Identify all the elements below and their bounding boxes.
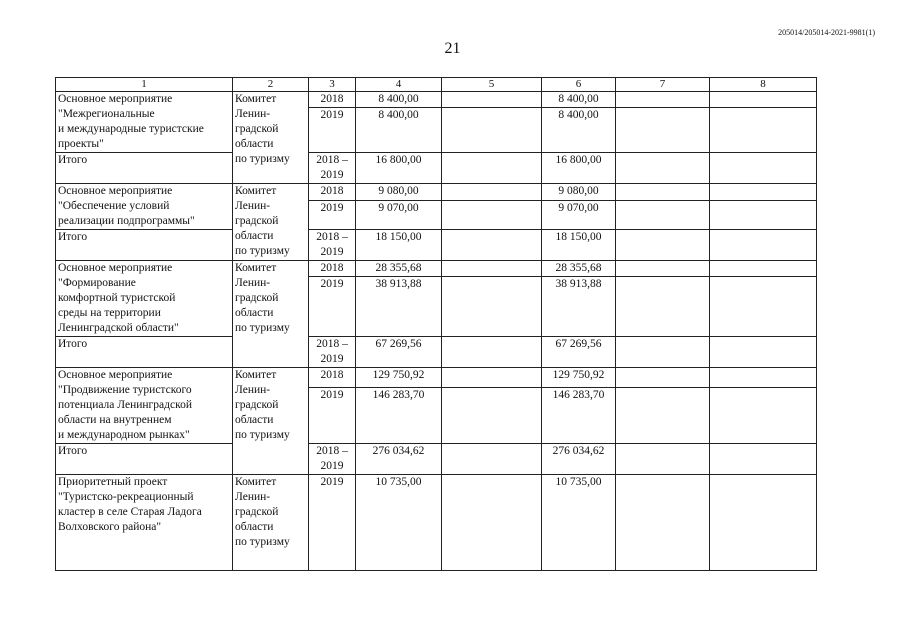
column-header: 5 xyxy=(442,78,542,92)
col7-cell xyxy=(616,388,710,444)
year-cell: 2019 xyxy=(309,475,356,571)
year-cell: 2018 – 2019 xyxy=(309,153,356,184)
total-cell: 146 283,70 xyxy=(356,388,442,444)
col7-cell xyxy=(616,261,710,277)
total-cell: 276 034,62 xyxy=(356,444,442,475)
col6-cell: 18 150,00 xyxy=(542,230,616,261)
col7-cell xyxy=(616,337,710,368)
executor-cell: Комитет Ленин- градской области по туризму xyxy=(233,368,309,475)
col8-cell xyxy=(710,368,817,388)
col8-cell xyxy=(710,184,817,201)
total-cell: 8 400,00 xyxy=(356,108,442,153)
col7-cell xyxy=(616,475,710,571)
total-cell: 67 269,56 xyxy=(356,337,442,368)
year-cell: 2018 xyxy=(309,261,356,277)
year-cell: 2018 xyxy=(309,368,356,388)
col5-cell xyxy=(442,337,542,368)
year-cell: 2018 – 2019 xyxy=(309,230,356,261)
col8-cell xyxy=(710,200,817,229)
col7-cell xyxy=(616,184,710,201)
col8-cell xyxy=(710,261,817,277)
col8-cell xyxy=(710,153,817,184)
total-cell: 18 150,00 xyxy=(356,230,442,261)
column-header: 4 xyxy=(356,78,442,92)
col5-cell xyxy=(442,444,542,475)
executor-cell: Комитет Ленин- градской области по туризму xyxy=(233,92,309,184)
year-cell: 2018 – 2019 xyxy=(309,337,356,368)
col8-cell xyxy=(710,230,817,261)
table-row xyxy=(56,184,817,201)
col7-cell xyxy=(616,92,710,108)
col5-cell xyxy=(442,388,542,444)
column-header: 1 xyxy=(56,78,233,92)
document-id: 205014/205014-2021-9981(1) xyxy=(778,28,875,37)
col6-cell: 38 913,88 xyxy=(542,277,616,337)
total-cell: 129 750,92 xyxy=(356,368,442,388)
total-label: Итого xyxy=(56,444,233,475)
year-cell: 2018 xyxy=(309,92,356,108)
measure-name: Основное мероприятие "Формирование комфортной туристской среды на территории Ленинградской области" xyxy=(56,261,233,337)
col8-cell xyxy=(710,475,817,571)
col5-cell xyxy=(442,230,542,261)
total-cell: 10 735,00 xyxy=(356,475,442,571)
col5-cell xyxy=(442,368,542,388)
col8-cell xyxy=(710,277,817,337)
col5-cell xyxy=(442,108,542,153)
col5-cell xyxy=(442,184,542,201)
year-cell: 2019 xyxy=(309,200,356,229)
col5-cell xyxy=(442,200,542,229)
col5-cell xyxy=(442,475,542,571)
table-row xyxy=(56,261,817,277)
measure-name: Основное мероприятие "Межрегиональные и международные туристские проекты" xyxy=(56,92,233,153)
col5-cell xyxy=(442,92,542,108)
col7-cell xyxy=(616,108,710,153)
total-cell: 8 400,00 xyxy=(356,92,442,108)
col6-cell: 9 070,00 xyxy=(542,200,616,229)
col8-cell xyxy=(710,337,817,368)
total-row xyxy=(56,153,817,184)
col6-cell: 129 750,92 xyxy=(542,368,616,388)
col6-cell: 276 034,62 xyxy=(542,444,616,475)
table-row xyxy=(56,368,817,388)
col7-cell xyxy=(616,200,710,229)
col6-cell: 146 283,70 xyxy=(542,388,616,444)
year-cell: 2019 xyxy=(309,277,356,337)
col5-cell xyxy=(442,153,542,184)
col6-cell: 8 400,00 xyxy=(542,92,616,108)
col6-cell: 16 800,00 xyxy=(542,153,616,184)
total-cell: 28 355,68 xyxy=(356,261,442,277)
total-label: Итого xyxy=(56,337,233,368)
executor-cell: Комитет Ленин- градской области по туризму xyxy=(233,184,309,261)
year-cell: 2018 – 2019 xyxy=(309,444,356,475)
col6-cell: 67 269,56 xyxy=(542,337,616,368)
col6-cell: 8 400,00 xyxy=(542,108,616,153)
executor-cell: Комитет Ленин- градской области по туризму xyxy=(233,261,309,368)
year-cell: 2019 xyxy=(309,108,356,153)
page-number: 21 xyxy=(444,40,461,57)
measure-name: Основное мероприятие "Продвижение туристского потенциала Ленинградской области на внутреннем и международном рынках" xyxy=(56,368,233,444)
total-row xyxy=(56,444,817,475)
col7-cell xyxy=(616,368,710,388)
col6-cell: 10 735,00 xyxy=(542,475,616,571)
column-header: 8 xyxy=(710,78,817,92)
col8-cell xyxy=(710,108,817,153)
col8-cell xyxy=(710,444,817,475)
total-cell: 9 080,00 xyxy=(356,184,442,201)
total-cell: 38 913,88 xyxy=(356,277,442,337)
column-header: 2 xyxy=(233,78,309,92)
col5-cell xyxy=(442,261,542,277)
col6-cell: 9 080,00 xyxy=(542,184,616,201)
total-cell: 9 070,00 xyxy=(356,200,442,229)
total-row xyxy=(56,337,817,368)
measure-name: Основное мероприятие "Обеспечение условий реализации подпрограммы" xyxy=(56,184,233,230)
column-header: 3 xyxy=(309,78,356,92)
col7-cell xyxy=(616,277,710,337)
column-header: 6 xyxy=(542,78,616,92)
col6-cell: 28 355,68 xyxy=(542,261,616,277)
col7-cell xyxy=(616,444,710,475)
table-header-row xyxy=(56,78,817,92)
column-header: 7 xyxy=(616,78,710,92)
total-label: Итого xyxy=(56,153,233,184)
col5-cell xyxy=(442,277,542,337)
executor-cell: Комитет Ленин- градской области по туризму xyxy=(233,475,309,571)
funding-table xyxy=(55,77,817,571)
col7-cell xyxy=(616,230,710,261)
total-label: Итого xyxy=(56,230,233,261)
col8-cell xyxy=(710,92,817,108)
col8-cell xyxy=(710,388,817,444)
total-cell: 16 800,00 xyxy=(356,153,442,184)
total-row xyxy=(56,230,817,261)
measure-name: Приоритетный проект "Туристско-рекреационный кластер в селе Старая Ладога Волховского района" xyxy=(56,475,233,571)
col7-cell xyxy=(616,153,710,184)
year-cell: 2018 xyxy=(309,184,356,201)
year-cell: 2019 xyxy=(309,388,356,444)
table-row xyxy=(56,475,817,571)
table-row xyxy=(56,92,817,108)
